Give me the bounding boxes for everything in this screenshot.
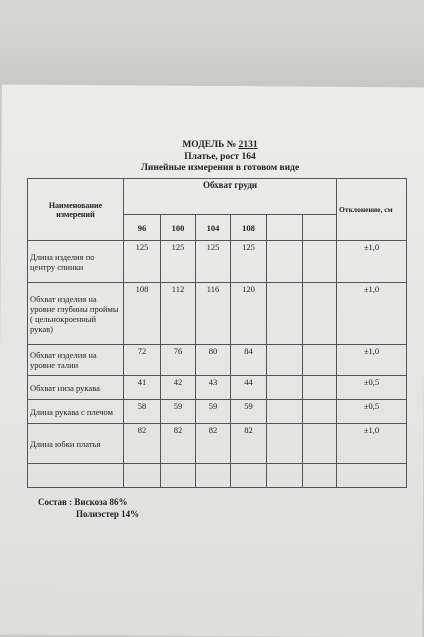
empty-cell xyxy=(231,464,267,488)
header-girth: Обхват груди xyxy=(124,179,337,215)
row-label: Обхват изделия на уровне талии xyxy=(28,345,124,376)
empty-cell xyxy=(196,464,231,488)
value-cell: 112 xyxy=(161,283,196,345)
row-label: Длина изделия по центру спинки xyxy=(28,241,124,283)
row-label: Обхват низа рукава xyxy=(28,376,124,400)
value-cell: 41 xyxy=(124,376,161,400)
value-cell: 42 xyxy=(161,376,196,400)
background-top xyxy=(0,0,424,90)
empty-cell xyxy=(303,345,337,376)
value-cell: 82 xyxy=(196,424,231,464)
value-cell: 82 xyxy=(231,424,267,464)
empty-cell xyxy=(303,241,337,283)
value-cell: 82 xyxy=(124,424,161,464)
table-row xyxy=(28,283,407,345)
empty-cell xyxy=(267,283,303,345)
value-cell: 125 xyxy=(196,241,231,283)
empty-cell xyxy=(161,464,196,488)
size-col: 108 xyxy=(231,215,267,241)
value-cell: 80 xyxy=(196,345,231,376)
table-row xyxy=(28,376,407,400)
deviation-cell: ±1,0 xyxy=(337,283,407,345)
value-cell: 84 xyxy=(231,345,267,376)
value-cell: 58 xyxy=(124,400,161,424)
row-label: Длина юбки платья xyxy=(28,424,124,464)
empty-cell xyxy=(267,400,303,424)
table-row xyxy=(28,241,407,283)
deviation-cell: ±0,5 xyxy=(337,400,407,424)
value-cell: 59 xyxy=(231,400,267,424)
measurement-table xyxy=(27,178,407,488)
value-cell: 76 xyxy=(161,345,196,376)
empty-cell xyxy=(267,241,303,283)
value-cell: 125 xyxy=(161,241,196,283)
header-deviation: Отклонение, см xyxy=(337,179,407,241)
model-line xyxy=(120,140,320,152)
value-cell: 82 xyxy=(161,424,196,464)
deviation-cell: ±1,0 xyxy=(337,424,407,464)
composition-label: Состав : xyxy=(38,497,73,507)
deviation-cell: ±0,5 xyxy=(337,376,407,400)
size-col: 100 xyxy=(161,215,196,241)
composition-line2: Полиэстер 14% xyxy=(76,509,140,519)
empty-cell xyxy=(267,464,303,488)
empty-cell xyxy=(267,215,303,241)
caption: Линейные измерения в готовом виде xyxy=(140,163,300,173)
deviation-cell: ±1,0 xyxy=(337,241,407,283)
empty-cell xyxy=(267,424,303,464)
composition-line1: Вискоза 86% xyxy=(74,497,128,507)
value-cell: 59 xyxy=(196,400,231,424)
row-label: Длина рукава с плечом xyxy=(28,400,124,424)
row-label: Обхват изделия на уровне глубины проймы ( цельнокроенный рукав) xyxy=(28,283,124,345)
value-cell: 108 xyxy=(124,283,161,345)
table-row xyxy=(28,400,407,424)
model-number: 2131 xyxy=(238,140,258,150)
empty-cell xyxy=(303,464,337,488)
document-heading xyxy=(120,140,320,175)
empty-cell xyxy=(124,464,161,488)
composition xyxy=(38,496,139,520)
deviation-cell: ±1,0 xyxy=(337,345,407,376)
size-col: 104 xyxy=(196,215,231,241)
empty-cell xyxy=(303,215,337,241)
empty-cell xyxy=(303,400,337,424)
empty-cell xyxy=(303,424,337,464)
model-label: МОДЕЛЬ № xyxy=(182,140,237,150)
value-cell: 72 xyxy=(124,345,161,376)
table-row xyxy=(28,345,407,376)
value-cell: 116 xyxy=(196,283,231,345)
empty-cell xyxy=(28,464,124,488)
table-row xyxy=(28,424,407,464)
empty-cell xyxy=(303,376,337,400)
size-col: 96 xyxy=(124,215,161,241)
subtitle: Платье, рост 164 xyxy=(184,151,256,162)
value-cell: 120 xyxy=(231,283,267,345)
value-cell: 44 xyxy=(231,376,267,400)
value-cell: 125 xyxy=(231,241,267,283)
empty-cell xyxy=(267,345,303,376)
table-row-empty xyxy=(28,464,407,488)
empty-cell xyxy=(303,283,337,345)
value-cell: 125 xyxy=(124,241,161,283)
value-cell: 43 xyxy=(196,376,231,400)
header-name: Наименование измерений xyxy=(28,179,124,241)
value-cell: 59 xyxy=(161,400,196,424)
empty-cell xyxy=(267,376,303,400)
empty-cell xyxy=(337,464,407,488)
